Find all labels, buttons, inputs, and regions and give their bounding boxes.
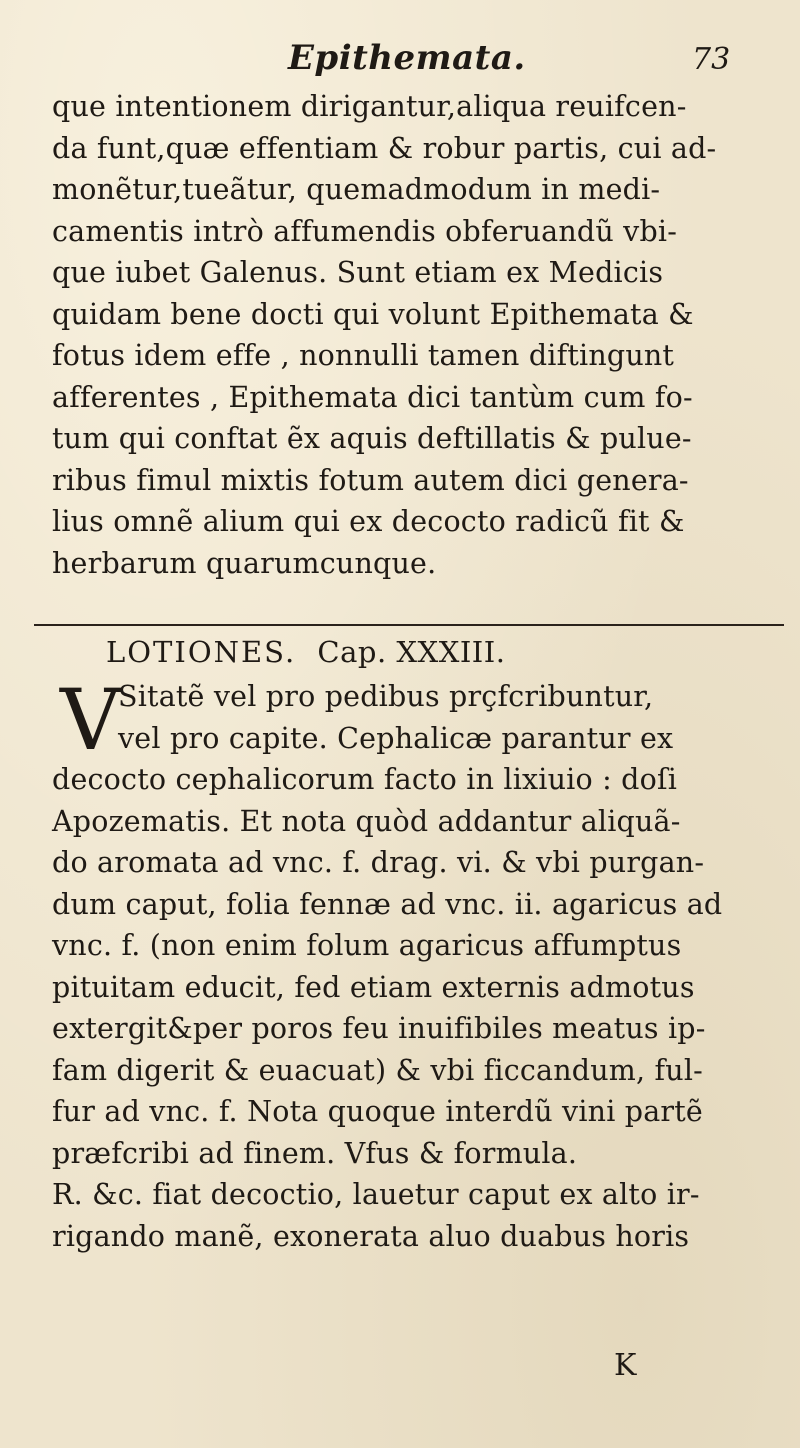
text-line: pituitam educit, fed etiam externis admotus bbox=[52, 970, 695, 1004]
text-line: do aromata ad vnc. f. drag. vi. & vbi purgan- bbox=[52, 846, 705, 879]
text-line: vnc. f. (non enim folum agaricus affumptus bbox=[52, 929, 682, 962]
text-line: fam digerit & euacuat) & vbi ficcandum, ful- bbox=[52, 1053, 703, 1087]
text-line: lius omnẽ alium qui ex decocto radicũ fit & bbox=[52, 505, 685, 538]
paragraph-indented-lines bbox=[118, 676, 778, 759]
paragraph-continued bbox=[52, 86, 772, 584]
chapter-number: Cap. XXXIII. bbox=[317, 635, 506, 669]
text-line: afferentes , Epithemata dici tantùm cum fo- bbox=[52, 380, 693, 414]
text-line: monẽtur,tueãtur, quemadmodum in medi- bbox=[52, 173, 661, 206]
text-line: rigando manẽ, exonerata aluo duabus horis bbox=[52, 1219, 690, 1253]
text-line: decocto cephalicorum facto in lixiuio : doſi bbox=[52, 763, 678, 796]
text-line: R. &c. fiat decoctio, lauetur caput ex alto ir- bbox=[52, 1178, 700, 1211]
running-head bbox=[0, 38, 800, 88]
text-line: camentis intrò affumendis obferuandũ vbi- bbox=[52, 214, 678, 248]
text-line: herbarum quarumcunque. bbox=[52, 546, 437, 580]
text-line: ribus fimul mixtis fotum autem dici genera- bbox=[52, 463, 689, 497]
text-line: fotus idem effe , nonnulli tamen diftingunt bbox=[52, 339, 675, 372]
text-line: dum caput, folia fennæ ad vnc. ii. agaricus ad bbox=[52, 887, 723, 921]
section-divider bbox=[34, 624, 784, 626]
drop-cap: V bbox=[60, 671, 121, 769]
text-line: da funt,quæ effentiam & robur partis, cui ad- bbox=[52, 131, 717, 165]
text-line: extergit&per poros feu inuifibiles meatus ip- bbox=[52, 1012, 706, 1045]
text-line: que iubet Galenus. Sunt etiam ex Medicis bbox=[52, 256, 664, 289]
page-number: 73 bbox=[692, 42, 731, 77]
paragraph-body bbox=[52, 759, 772, 1257]
text-line: Apozematis. Et nota quòd addantur aliquã- bbox=[52, 804, 681, 838]
text-line: que intentionem dirigantur,aliqua reuifcen- bbox=[52, 90, 687, 123]
text-line: Sitatẽ vel pro pedibus prçfcribuntur, bbox=[118, 680, 654, 713]
catchword: K bbox=[614, 1348, 637, 1383]
section-title: LOTIONES. bbox=[106, 635, 297, 669]
text-line: præfcribi ad finem. Vfus & formula. bbox=[52, 1136, 578, 1170]
text-line: vel pro capite. Cephalicæ parantur ex bbox=[118, 721, 674, 755]
section-heading bbox=[106, 630, 505, 674]
text-line: quidam bene docti qui volunt Epithemata & bbox=[52, 297, 694, 331]
running-title: Epithemata. bbox=[288, 38, 526, 78]
text-line: fur ad vnc. f. Nota quoque interdũ vini partẽ bbox=[52, 1095, 703, 1128]
text-line: tum qui conftat ẽx aquis deftillatis & pulue- bbox=[52, 422, 692, 455]
